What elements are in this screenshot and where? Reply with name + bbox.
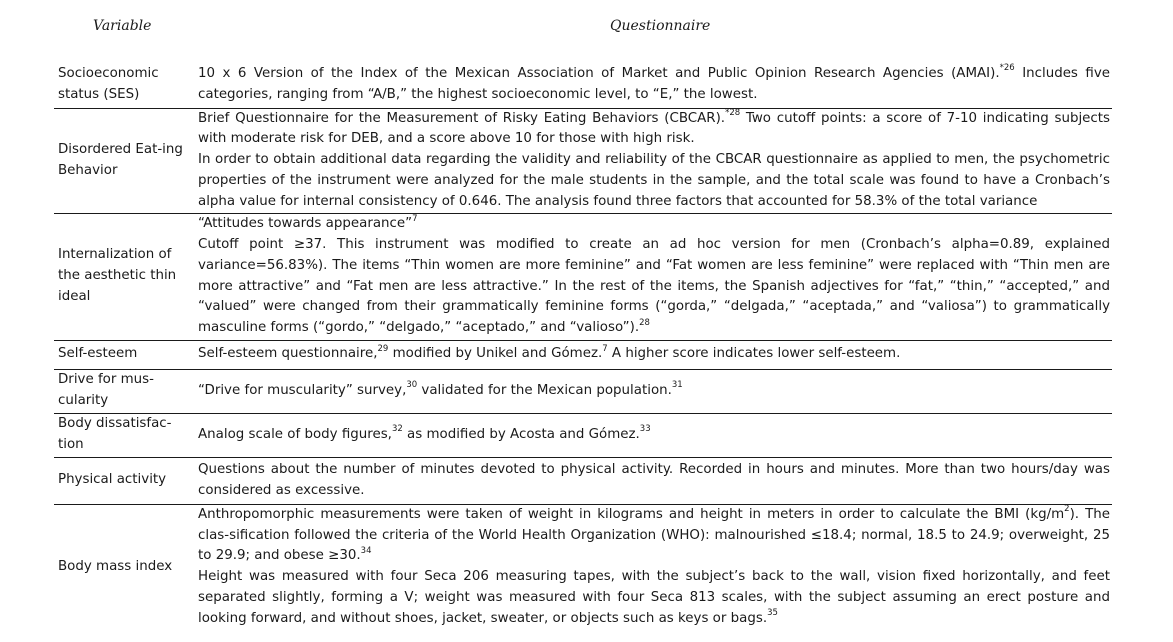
paragraph [198, 460, 1110, 502]
table-row [54, 213, 1112, 340]
table-row [54, 340, 1112, 369]
text-run: Anthropomorphic measurements were taken of weight in kilograms and height in meters in order to calculate the BMI (kg/m [198, 506, 1065, 522]
reference-superscript: 30 [406, 380, 418, 391]
text-run: Cutoff point ≥37. This instrument was modified to create an ad hoc version for men (Cronbach’s alpha=0.89, explained variance=56.83%). The items “Thin women are more feminine” and “Fat women are less feminine” were replaced with “Thin men are more attractive” and “Fat men are less attractive.” In the rest of the items, the Spanish adjectives for “fat,” “thin,” “accepted,” and “valued” were changed from their grammatically feminine forms (“gorda,” “delgada,” “aceptada,” and “valiosa”) to grammatically masculine forms (“gordo,” “delgado,” “aceptado,” and “valioso”). [198, 236, 1110, 336]
paragraph [198, 64, 1110, 106]
questionnaire-cell [194, 62, 1112, 108]
text-run: ). The clas-sification followed the criteria of the World Health Organization (WHO): malnourished ≤18.4; normal, 18.5 to 24.9; overweight, 25 to 29.9; and obese ≥30. [198, 506, 1110, 564]
paragraph [198, 109, 1110, 151]
reference-superscript: 33 [639, 424, 651, 435]
text-run: Self-esteem questionnaire, [198, 346, 378, 362]
reference-superscript: 31 [671, 380, 683, 391]
variable-cell: Disordered Eat-ing Behavior [54, 108, 194, 213]
paragraph [198, 425, 1110, 446]
text-run: Two cutoff points: a score of 7-10 indicating subjects with moderate risk for DEB, and a score above 10 for those with high risk. [198, 110, 1110, 147]
paragraph [198, 381, 1110, 402]
paragraph [198, 150, 1110, 212]
reference-superscript: 7 [412, 213, 418, 224]
table-row [54, 504, 1112, 630]
variable-cell: Socioeconomic status (SES) [58, 65, 159, 102]
text-run: A higher score indicates lower self-esteem. [607, 346, 901, 362]
text-run: Includes five categories, ranging from “A/B,” the highest socioeconomic level, to “E,” the lowest. [198, 65, 1110, 102]
column-header-variable: Variable [93, 18, 152, 34]
reference-superscript: 34 [360, 545, 372, 556]
variable-cell: Drive for mus-cularity [54, 369, 194, 413]
text-run: Brief Questionnaire for the Measurement of Risky Eating Behaviors (CBCAR). [198, 110, 726, 126]
text-run: modified by Unikel and Gómez. [388, 346, 603, 362]
text-run: Height was measured with four Seca 206 measuring tapes, with the subject’s back to the wall, vision fixed horizontally, and feet separated slightly, forming a V; weight was measured with four Seca 813 scales, with the subject assuming an erect posture and looking forward, and without shoes, jacket, sweater, or objects such as keys or bags. [198, 569, 1110, 626]
text-run: Analog scale of body figures, [198, 426, 392, 442]
questionnaire-cell [194, 504, 1112, 630]
variable-cell: Physical activity [54, 457, 194, 504]
text-run: validated for the Mexican population. [417, 382, 672, 398]
reference-superscript: 28 [639, 317, 650, 328]
questionnaire-cell [194, 108, 1112, 213]
reference-superscript: *26 [999, 63, 1015, 74]
variable-cell: Body dissatisfac-tion [54, 413, 194, 457]
text-run: “Attitudes towards appearance” [198, 216, 413, 232]
text-run: Questions about the number of minutes devoted to physical activity. Recorded in hours and minutes. More than two hours/day was considered as excessive. [198, 461, 1110, 498]
reference-superscript: 29 [377, 343, 389, 354]
questionnaire-cell [194, 213, 1112, 340]
table-row [54, 62, 1112, 108]
paragraph [198, 235, 1110, 339]
reference-superscript: 7 [602, 343, 608, 354]
table-row [54, 413, 1112, 457]
text-run: as modified by Acosta and Gómez. [402, 426, 640, 442]
paragraph [198, 214, 1110, 235]
text-run: 10 x 6 Version of the Index of the Mexican Association of Market and Public Opinion Research Agencies (AMAI). [198, 65, 1000, 81]
paragraph [198, 567, 1110, 629]
column-header-questionnaire: Questionnaire [610, 18, 711, 34]
text-run: In order to obtain additional data regarding the validity and reliability of the CBCAR questionnaire as applied to men, the psychometric properties of the instrument were analyzed for the male students in the sample, and the total scale was found to have a Cronbach’s alpha value for internal consistency of 0.646. The analysis found three factors that accounted for 58.3% of the total variance [198, 152, 1110, 209]
questionnaire-cell [194, 457, 1112, 504]
variable-cell: Body mass index [54, 504, 194, 630]
reference-superscript: 2 [1064, 504, 1070, 515]
questionnaire-cell [194, 340, 1112, 369]
reference-superscript: 35 [767, 608, 778, 619]
text-run: “Drive for muscularity” survey, [198, 382, 407, 398]
table-row [54, 108, 1112, 213]
paragraph [198, 344, 1110, 365]
paragraph [198, 505, 1110, 567]
reference-superscript: 32 [391, 424, 403, 435]
variables-table [54, 62, 1112, 630]
questionnaire-cell [194, 413, 1112, 457]
reference-superscript: *28 [725, 108, 741, 119]
variable-cell: Self-esteem [54, 340, 194, 369]
questionnaire-cell [194, 369, 1112, 413]
variable-cell: Internalization of the aesthetic thin ideal [54, 213, 194, 340]
table-row [54, 369, 1112, 413]
table-row [54, 457, 1112, 504]
